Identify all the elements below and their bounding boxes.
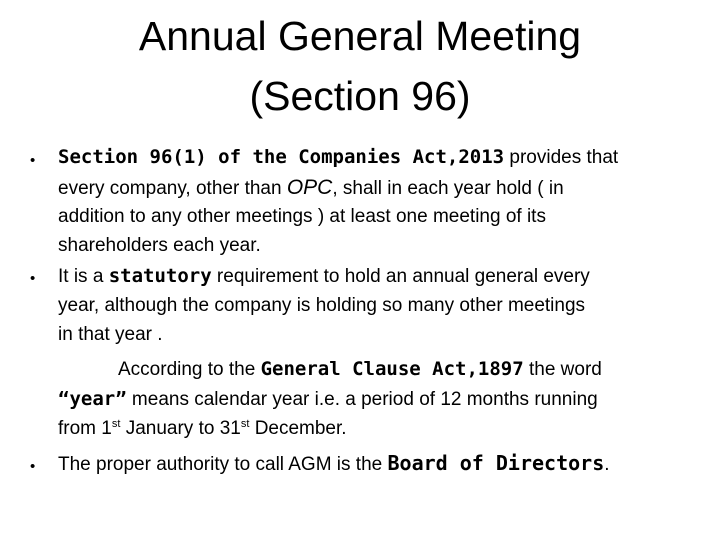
bullet-1-line-1 xyxy=(58,146,618,169)
text-span: January to 31 xyxy=(125,418,241,439)
slide-title xyxy=(0,6,720,126)
statutory-term: statutory xyxy=(108,265,212,287)
text-span: It is a xyxy=(58,266,104,287)
text-span: The proper authority to call AGM is the xyxy=(58,454,383,475)
text-span: every company, other than xyxy=(58,178,282,199)
bullet-2-line-1 xyxy=(58,265,590,288)
text-span: December. xyxy=(254,418,347,439)
board-of-directors: Board of Directors xyxy=(387,451,605,475)
bullet-1-line-3: addition to any other meetings ) at least one meeting of its xyxy=(58,206,546,227)
opc-term: OPC xyxy=(286,176,333,199)
bullet-2-line-5 xyxy=(58,388,598,411)
bullet-1-line-2 xyxy=(58,176,564,200)
text-span: provides that xyxy=(509,147,619,168)
act-reference: Section 96(1) of the Companies Act,2013 xyxy=(58,146,505,168)
bullet-marker: • xyxy=(30,270,36,287)
bullet-2-line-4 xyxy=(118,358,602,381)
text-span: According to the xyxy=(118,359,256,380)
bullet-2-line-3: in that year . xyxy=(58,324,163,345)
superscript: st xyxy=(111,418,121,430)
bullet-1-line-4: shareholders each year. xyxy=(58,235,261,256)
bullet-marker: • xyxy=(30,458,36,475)
text-span: means calendar year i.e. a period of 12 months running xyxy=(131,389,598,410)
year-term: “year” xyxy=(58,388,127,410)
superscript: st xyxy=(240,418,250,430)
bullet-2-line-6 xyxy=(58,418,347,440)
general-clause-act: General Clause Act,1897 xyxy=(260,358,524,380)
bullet-2-line-2: year, although the company is holding so many other meetings xyxy=(58,295,586,316)
bullet-3-line-1 xyxy=(58,451,610,476)
text-span: . xyxy=(604,454,610,475)
text-span: requirement to hold an annual general every xyxy=(216,266,590,287)
title-line-1: Annual General Meeting xyxy=(138,13,582,59)
text-span: the word xyxy=(528,359,602,380)
text-span: , shall in each year hold ( in xyxy=(332,178,564,199)
title-line-2: (Section 96) xyxy=(249,73,471,119)
bullet-marker: • xyxy=(30,152,36,169)
text-span: from 1 xyxy=(58,418,112,439)
